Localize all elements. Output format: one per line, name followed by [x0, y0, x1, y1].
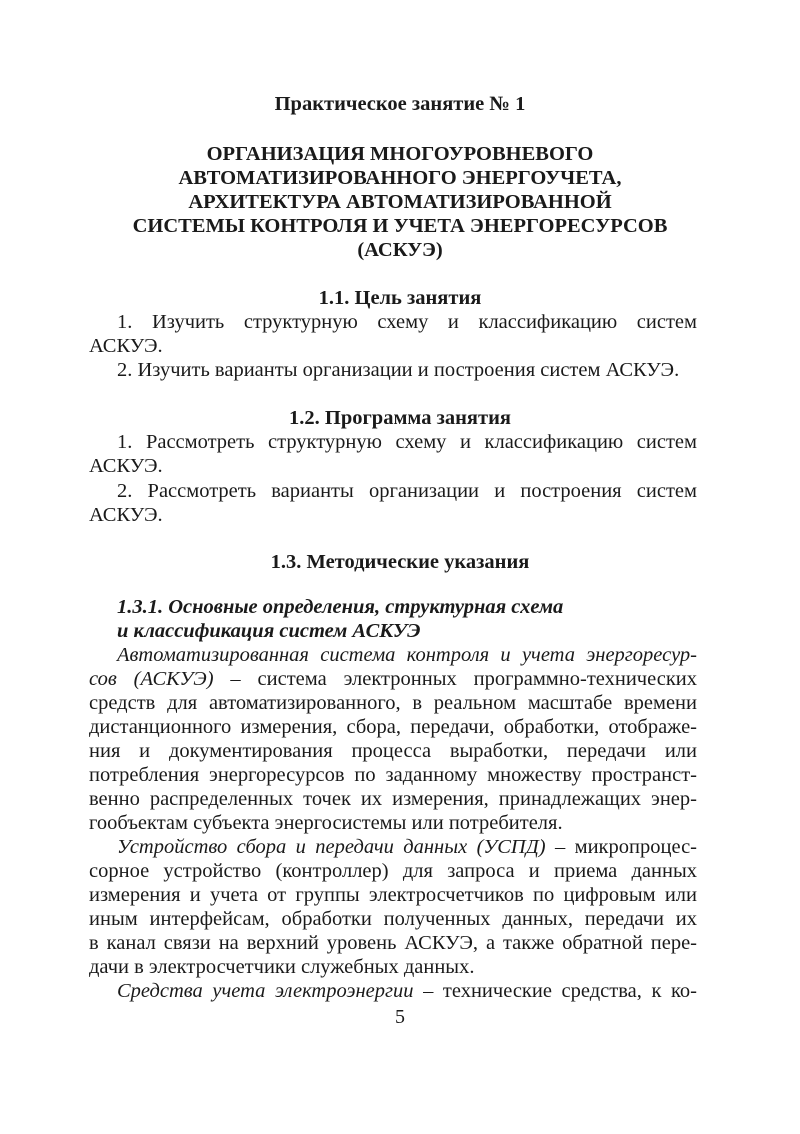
section-1-2-line-2: АСКУЭ.: [89, 455, 163, 477]
practice-title: Практическое занятие № 1: [274, 93, 526, 115]
para3-line-1-text: – технические средства, к ко-: [413, 980, 697, 1002]
main-title-line-2: АВТОМАТИЗИРОВАННОГО ЭНЕРГОУЧЕТА,: [178, 167, 622, 189]
para1-line-8: гообъектам субъекта энергосистемы или потребителя.: [89, 812, 563, 834]
subsection-1-3-1-heading-line-2: и классификация систем АСКУЭ: [117, 620, 421, 642]
section-1-1-heading: 1.1. Цель занятия: [318, 287, 482, 309]
para2-line-6: дачи в электросчетчики служебных данных.: [89, 956, 475, 978]
section-1-1-line-3: 2. Изучить варианты организации и построения систем АСКУЭ.: [117, 359, 680, 381]
para1-line-7: венно распределенных точек их измерения, принадлежащих энер-: [89, 788, 697, 810]
main-title-line-5: (АСКУЭ): [357, 239, 443, 261]
para1-line-6: потребления энергоресурсов по заданному множеству пространст-: [89, 764, 697, 786]
page-number: 5: [395, 1006, 405, 1028]
section-1-2-line-4: АСКУЭ.: [89, 504, 163, 526]
section-1-2-line-3: 2. Рассмотреть варианты организации и построения систем: [117, 480, 697, 502]
term-metering-means: Средства учета электроэнергии: [117, 980, 414, 1002]
para2-line-1: [0, 835, 800, 859]
section-1-2-heading: 1.2. Программа занятия: [289, 407, 511, 429]
section-1-1-line-2: АСКУЭ.: [89, 335, 163, 357]
main-title-line-3: АРХИТЕКТУРА АВТОМАТИЗИРОВАННОЙ: [188, 191, 612, 213]
para2-line-2: сорное устройство (контроллер) для запроса и приема данных: [89, 860, 697, 882]
section-1-3-heading: 1.3. Методические указания: [270, 551, 530, 573]
para2-line-4: иным интерфейсам, обработки полученных данных, передачи их: [89, 908, 697, 930]
para1-line-1: Автоматизированная система контроля и учета энергоресур-: [117, 644, 697, 666]
para1-line-4: дистанционного измерения, сбора, передачи, обработки, отображе-: [89, 716, 697, 738]
para2-line-1-text: – микропроцес-: [545, 836, 697, 858]
para2-line-5: в канал связи на верхний уровень АСКУЭ, а также обратной пере-: [89, 932, 697, 954]
para3-line-1: [0, 979, 800, 1003]
para1-line-5: ния и документирования процесса выработки, передачи или: [89, 740, 697, 762]
para1-line-2: [0, 667, 800, 691]
para1-line-3: средств для автоматизированного, в реальном масштабе времени: [89, 692, 697, 714]
para2-line-3: измерения и учета от группы электросчетчиков по цифровым или: [89, 884, 697, 906]
subsection-1-3-1-heading-line-1: 1.3.1. Основные определения, структурная схема: [117, 596, 564, 618]
section-1-1-line-1: 1. Изучить структурную схему и классификацию систем: [117, 311, 697, 333]
term-uspd: Устройство сбора и передачи данных (УСПД): [117, 836, 546, 858]
para1-line-2-text: – система электронных программно-технических: [213, 668, 697, 690]
term-askue: сов (АСКУЭ): [89, 668, 214, 690]
section-1-2-line-1: 1. Рассмотреть структурную схему и классификацию систем: [117, 431, 697, 453]
main-title-line-4: СИСТЕМЫ КОНТРОЛЯ И УЧЕТА ЭНЕРГОРЕСУРСОВ: [132, 215, 668, 237]
main-title-line-1: ОРГАНИЗАЦИЯ МНОГОУРОВНЕВОГО: [206, 143, 594, 165]
